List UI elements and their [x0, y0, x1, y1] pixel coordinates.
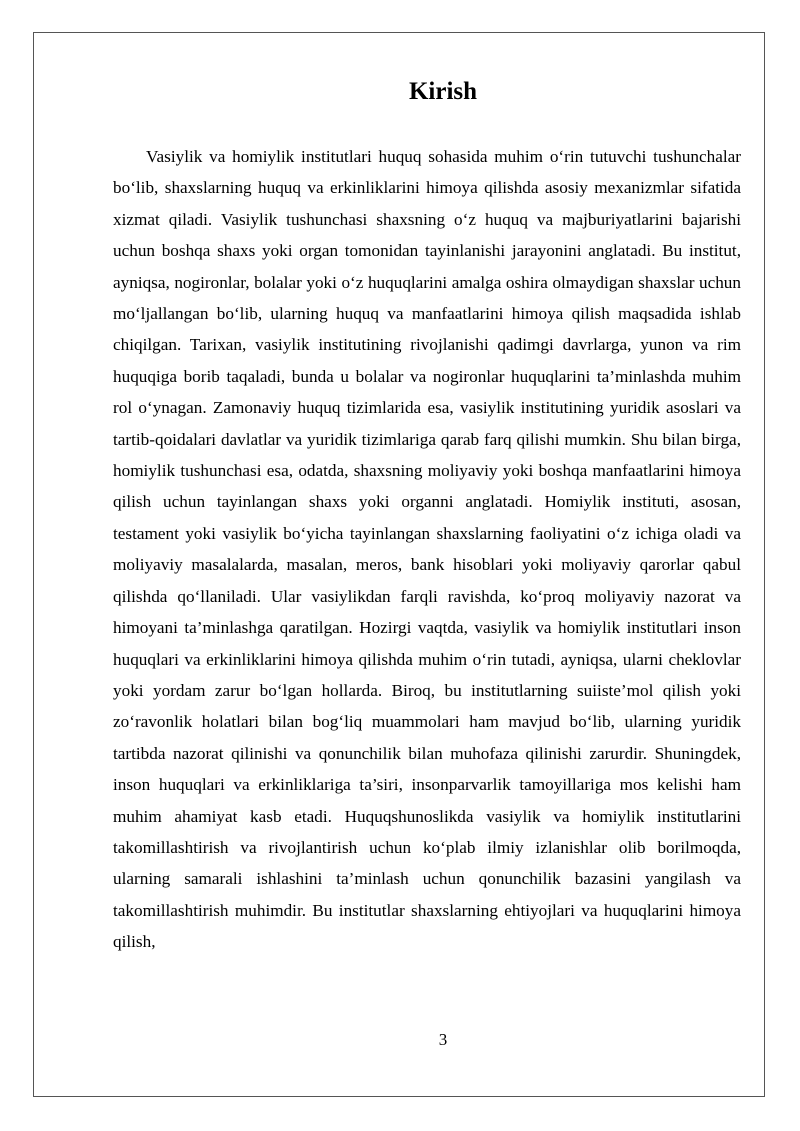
- page-number: 3: [438, 1030, 448, 1049]
- page-title: Kirish: [408, 78, 478, 105]
- body-paragraph: Vasiylik va homiylik institutlari huquq sohasida muhim o‘rin tutuvchi tushunchalar bo‘lib, shaxslarning huquq va erkinliklarini himoya qilishda asosiy mexanizmlar sifatida xizmat qiladi. Vasiylik tushunchasi shaxsning o‘z huquq va majburiyatlarini bajarishi uchun boshqa shaxs yoki organ tomonidan tayinlanishi jarayonini anglatadi. Bu institut, ayniqsa, nogironlar, bolalar yoki o‘z huquqlarini amalga oshira olmaydigan shaxslar uchun mo‘ljallangan bo‘lib, ularning huquq va manfaatlarini himoya qilish maqsadida ishlab chiqilgan. Tarixan, vasiylik institutining rivojlanishi qadimgi davrlarga, yunon va rim huquqiga borib taqaladi, bunda u bolalar va nogironlar huquqlarini ta’minlashda muhim rol o‘ynagan. Zamonaviy huquq tizimlarida esa, vasiylik institutining yuridik asoslari va tartib-qoidalari davlatlar va yuridik tizimlariga qarab farq qilishi mumkin. Shu bilan birga, homiylik tushunchasi esa, odatda, shaxsning moliyaviy yoki boshqa manfaatlarini himoya qilish uchun tayinlangan shaxs yoki organni anglatadi. Homiylik instituti, asosan, testament yoki vasiylik bo‘yicha tayinlangan shaxslarning faoliyatini o‘z ichiga oladi va moliyaviy masalalarda, masalan, meros, bank hisoblari yoki moliyaviy qarorlar qabul qilishda qo‘llaniladi. Ular vasiylikdan farqli ravishda, ko‘proq moliyaviy nazorat va himoyani ta’minlashga qaratilgan. Hozirgi vaqtda, vasiylik va homiylik institutlari inson huquqlari va erkinliklarini himoya qilishda muhim o‘rin tutadi, ayniqsa, ularni cheklovlar yoki yordam zarur bo‘lgan hollarda. Biroq, bu institutlarning suiiste’mol qilish yoki zo‘ravonlik holatlari bilan bog‘liq muammolari ham mavjud bo‘lib, ularning yuridik tartibda nazorat qilinishi va qonunchilik bilan muhofaza qilinishi zarurdir. Shuningdek, inson huquqlari va erkinliklariga ta’siri, insonparvarlik tamoyillariga mos kelishi ham muhim ahamiyat kasb etadi. Huquqshunoslikda vasiylik va homiylik institutlarini takomillashtirish va rivojlantirish uchun ko‘plab ilmiy izlanishlar olib borilmoqda, ularning samarali ishlashini ta’minlash uchun qonunchilik bazasini yangilash va takomillashtirish muhimdir. Bu institutlar shaxslarning ehtiyojlari va huquqlarini himoya qilish,: [113, 147, 741, 952]
